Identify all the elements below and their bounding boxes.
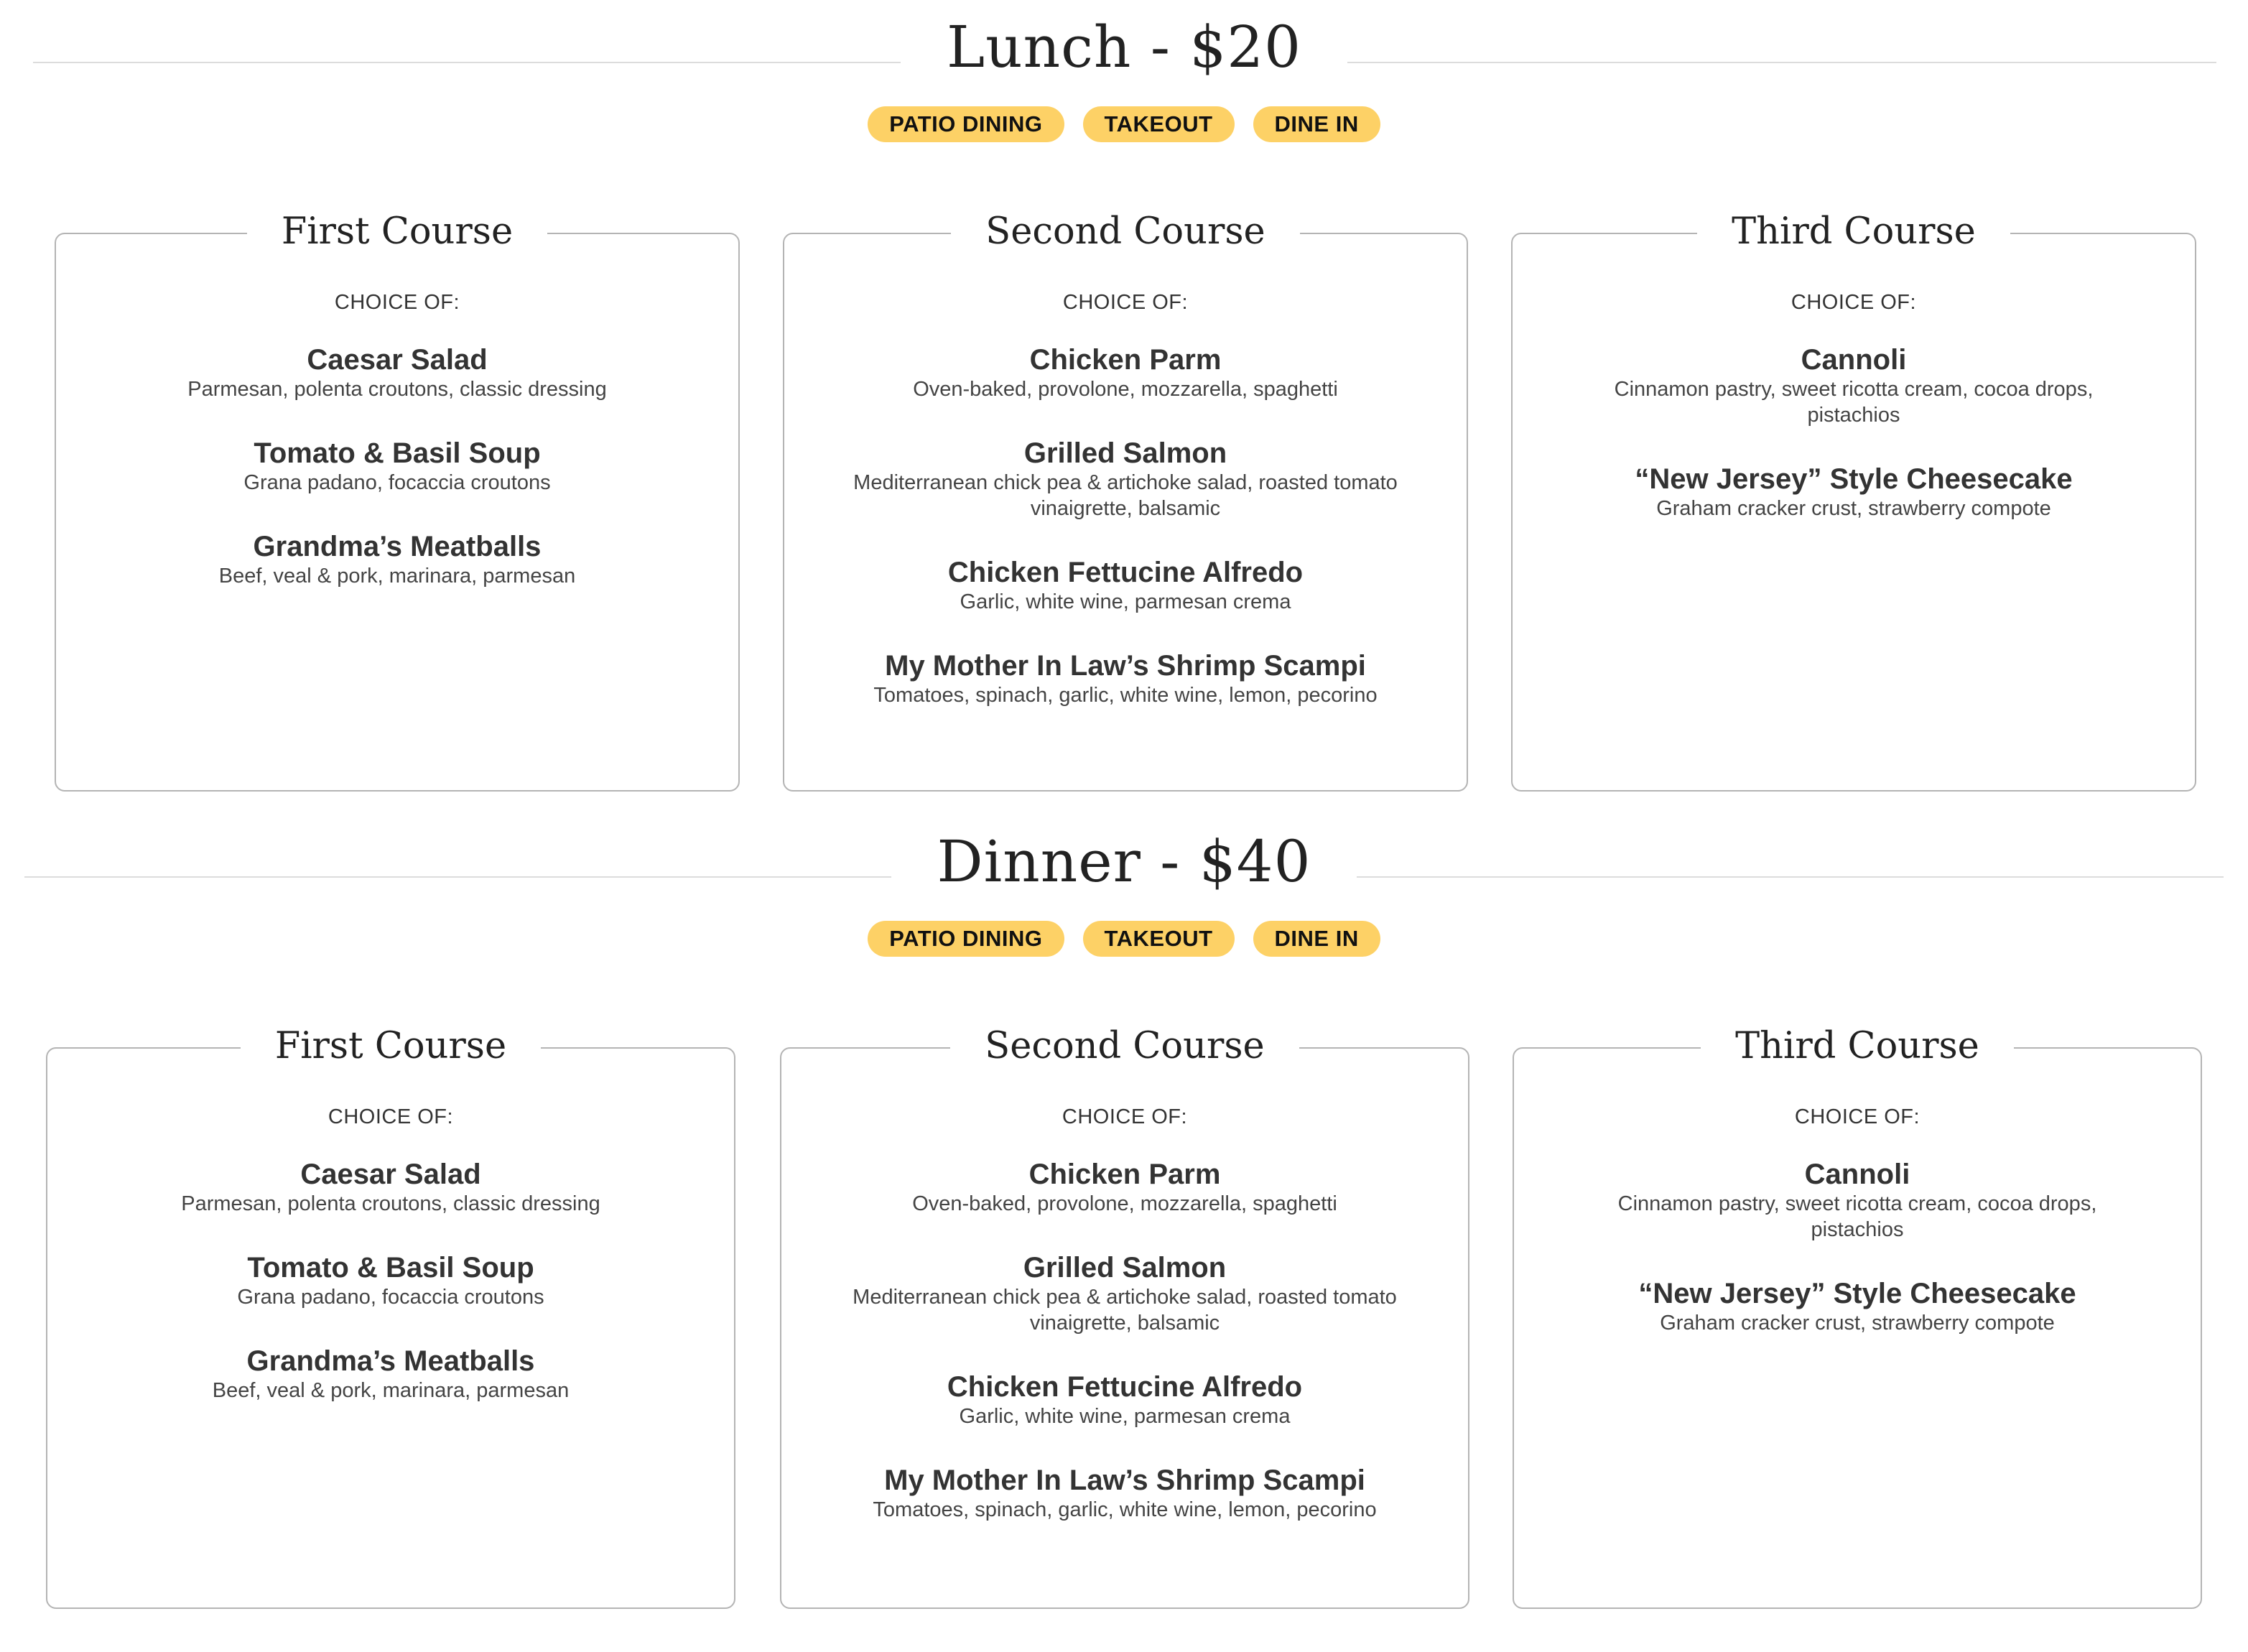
item-name: Chicken Fettucine Alfredo (947, 557, 1304, 588)
badge-takeout: TAKEOUT (1083, 106, 1235, 142)
menu-item (56, 530, 738, 589)
menu-item-list (781, 1158, 1468, 1557)
menu-item (1513, 463, 2195, 521)
course-card-second (780, 1025, 1469, 1609)
section-header (0, 0, 2248, 136)
item-name: Chicken Parm (1028, 1159, 1221, 1190)
item-description: Oven-baked, provolone, mozzarella, spaghetti (913, 378, 1338, 401)
menu-item (47, 1345, 734, 1403)
menu-item (784, 649, 1467, 708)
item-description: Grana padano, focaccia croutons (243, 471, 551, 494)
item-description: Beef, veal & pork, marinara, parmesan (218, 565, 576, 588)
choice-label: CHOICE OF: (334, 291, 460, 314)
course-card-third (1511, 210, 2196, 792)
item-description: Tomatoes, spinach, garlic, white wine, lemon, pecorino (873, 684, 1378, 707)
course-card-first (46, 1025, 735, 1609)
item-description: Mediterranean chick pea & artichoke salad, roasted tomato vinaigrette, balsamic (853, 471, 1398, 520)
course-title (781, 1021, 1468, 1072)
item-description: Tomatoes, spinach, garlic, white wine, lemon, pecorino (873, 1498, 1377, 1521)
choice-label: CHOICE OF: (1062, 291, 1189, 314)
course-title (56, 207, 738, 257)
menu-item (781, 1370, 1468, 1429)
menu-item (784, 343, 1467, 402)
menu-item (1514, 1277, 2201, 1336)
section-title-text: Lunch - $20 (901, 14, 1347, 80)
badge-patio-dining: PATIO DINING (868, 921, 1064, 957)
badge-row (0, 106, 2248, 142)
course-title-text: Third Course (1701, 1025, 2014, 1067)
course-title (1514, 1021, 2201, 1072)
item-description: Garlic, white wine, parmesan crema (959, 1405, 1291, 1428)
course-card-third (1513, 1025, 2202, 1609)
badge-takeout: TAKEOUT (1083, 921, 1235, 957)
menu-item-list (1513, 343, 2195, 556)
menu-item (47, 1158, 734, 1217)
course-title (784, 207, 1467, 257)
badge-dine-in: DINE IN (1253, 921, 1380, 957)
course-title (47, 1021, 734, 1072)
course-title-text: Second Course (950, 1025, 1299, 1067)
item-name: Cannoli (1804, 1159, 1910, 1190)
item-description: Cinnamon pastry, sweet ricotta cream, cocoa drops, pistachios (1614, 378, 2094, 427)
item-name: Tomato & Basil Soup (254, 437, 541, 469)
item-name: Grilled Salmon (1023, 437, 1227, 469)
item-description: Grana padano, focaccia croutons (237, 1286, 544, 1309)
choice-label: CHOICE OF: (1794, 1105, 1920, 1128)
item-name: Caesar Salad (307, 344, 488, 376)
menu-item-list (784, 343, 1467, 743)
menu-item (781, 1464, 1468, 1523)
menu-item (784, 437, 1467, 521)
menu-item (1513, 343, 2195, 428)
badge-dine-in: DINE IN (1253, 106, 1380, 142)
section-title-text: Dinner - $40 (891, 828, 1357, 895)
menu-item-list (1514, 1158, 2201, 1370)
item-description: Cinnamon pastry, sweet ricotta cream, cocoa drops, pistachios (1617, 1192, 2097, 1241)
course-title-text: First Course (241, 1025, 541, 1067)
course-card-second (783, 210, 1468, 792)
section-title (0, 11, 2248, 83)
course-title (1513, 207, 2195, 257)
item-name: Grandma’s Meatballs (253, 531, 542, 562)
choice-label: CHOICE OF: (1062, 1105, 1188, 1128)
item-description: Garlic, white wine, parmesan crema (960, 590, 1291, 613)
menu-item (781, 1251, 1468, 1336)
menu-item (781, 1158, 1468, 1217)
item-description: Parmesan, polenta croutons, classic dressing (187, 378, 607, 401)
item-name: My Mother In Law’s Shrimp Scampi (884, 1465, 1365, 1496)
section-title (0, 826, 2248, 898)
item-name: Tomato & Basil Soup (247, 1252, 534, 1284)
item-description: Oven-baked, provolone, mozzarella, spaghetti (912, 1192, 1337, 1215)
item-name: Chicken Fettucine Alfredo (947, 1371, 1303, 1403)
item-description: Beef, veal & pork, marinara, parmesan (212, 1379, 570, 1402)
item-name: Caesar Salad (300, 1159, 481, 1190)
choice-label: CHOICE OF: (328, 1105, 454, 1128)
course-title-text: Third Course (1697, 210, 2010, 253)
item-description: Graham cracker crust, strawberry compote (1660, 1312, 2055, 1335)
course-card-first (55, 210, 740, 792)
menu-item (784, 556, 1467, 615)
badge-patio-dining: PATIO DINING (868, 106, 1064, 142)
menu-item (47, 1251, 734, 1310)
course-title-text: First Course (247, 210, 547, 253)
item-name: Chicken Parm (1029, 344, 1222, 376)
menu-item (56, 343, 738, 402)
menu-item-list (47, 1158, 734, 1438)
item-description: Parmesan, polenta croutons, classic dressing (181, 1192, 600, 1215)
section-header (0, 815, 2248, 951)
menu-item (56, 437, 738, 496)
item-name: Grilled Salmon (1023, 1252, 1227, 1284)
item-name: Cannoli (1801, 344, 1907, 376)
item-name: My Mother In Law’s Shrimp Scampi (885, 650, 1366, 682)
item-name: “New Jersey” Style Cheesecake (1638, 1278, 2076, 1309)
item-description: Mediterranean chick pea & artichoke salad, roasted tomato vinaigrette, balsamic (853, 1286, 1397, 1335)
item-description: Graham cracker crust, strawberry compote (1656, 497, 2051, 520)
course-title-text: Second Course (951, 210, 1299, 253)
choice-label: CHOICE OF: (1790, 291, 1917, 314)
item-name: Grandma’s Meatballs (246, 1345, 535, 1377)
menu-item-list (56, 343, 738, 623)
menu-item (1514, 1158, 2201, 1243)
item-name: “New Jersey” Style Cheesecake (1635, 463, 2073, 495)
badge-row (0, 921, 2248, 957)
